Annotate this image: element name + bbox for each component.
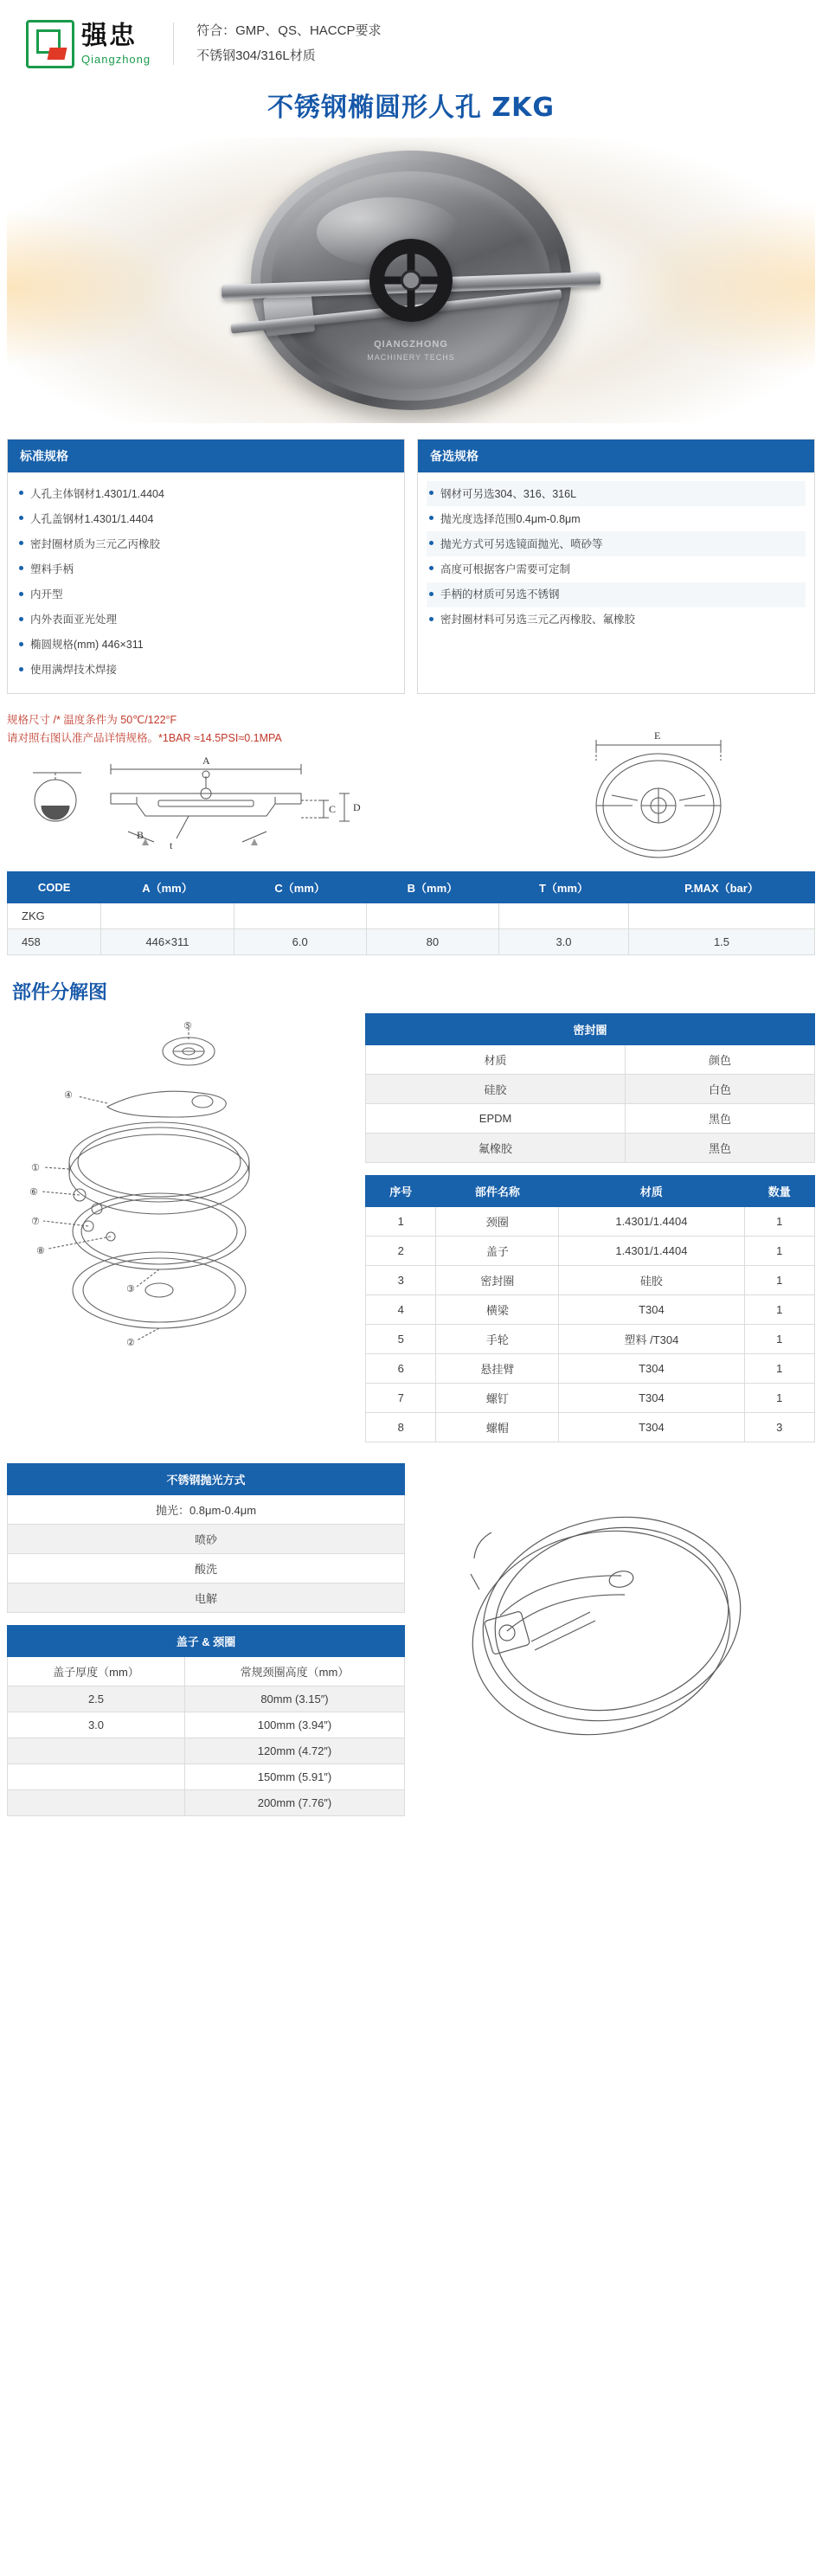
table-subheader-row bbox=[8, 1656, 405, 1686]
cover-neck-table bbox=[7, 1625, 405, 1816]
cell-material: T304 bbox=[559, 1383, 744, 1412]
cell-thickness bbox=[8, 1763, 185, 1789]
cell-pmax bbox=[628, 903, 814, 928]
watermark-line-1: QIANGZHONG bbox=[374, 339, 448, 350]
parts-list-table bbox=[365, 1175, 815, 1442]
cell-polish: 抛光：0.8μm-0.4μm bbox=[8, 1494, 405, 1524]
assembly-line-drawing bbox=[417, 1463, 815, 1757]
exploded-diagram-svg bbox=[7, 1013, 353, 1359]
cell-neck-height: 200mm (7.76″) bbox=[184, 1789, 404, 1815]
list-item: 人孔盖钢材1.4301/1.4404 bbox=[16, 506, 395, 531]
list-item: 密封圈材质为三元乙丙橡胶 bbox=[16, 531, 395, 556]
cell-index: 3 bbox=[366, 1265, 436, 1294]
logo-mark-icon bbox=[26, 20, 74, 68]
cell-qty: 1 bbox=[744, 1324, 814, 1353]
cell-pmax: 1.5 bbox=[628, 928, 814, 954]
col-code: CODE bbox=[8, 871, 101, 903]
exploded-diagram bbox=[7, 1013, 353, 1359]
cell-qty: 3 bbox=[744, 1412, 814, 1442]
cell-qty: 1 bbox=[744, 1265, 814, 1294]
watermark-line-2: MACHINERY TECHS bbox=[367, 352, 455, 362]
cell-material: 氟橡胶 bbox=[366, 1133, 626, 1162]
cell-material: 1.4301/1.4404 bbox=[559, 1206, 744, 1236]
list-item: 内外表面亚光处理 bbox=[16, 607, 395, 633]
cover-table-title: 盖子 & 颈圈 bbox=[8, 1625, 405, 1656]
brand-logo bbox=[26, 20, 151, 68]
section-drawing-svg bbox=[7, 752, 388, 864]
optional-spec-heading: 备选规格 bbox=[418, 440, 814, 472]
cell-name: 密封圈 bbox=[436, 1265, 559, 1294]
list-item: 塑料手柄 bbox=[16, 556, 395, 581]
table-header-row bbox=[8, 1625, 405, 1656]
cell-name: 悬挂臂 bbox=[436, 1353, 559, 1383]
cell-name: 螺帽 bbox=[436, 1412, 559, 1442]
cell-name: 横梁 bbox=[436, 1294, 559, 1324]
parts-col-name: 部件名称 bbox=[436, 1175, 559, 1206]
dimension-right bbox=[502, 711, 815, 864]
table-header-row bbox=[8, 871, 815, 903]
exploded-section-title: 部件分解图 bbox=[12, 981, 108, 1004]
list-item: 高度可根据客户需要可定制 bbox=[427, 556, 806, 581]
col-a: A（mm） bbox=[101, 871, 234, 903]
table-row bbox=[8, 1686, 405, 1712]
page-header bbox=[0, 0, 822, 80]
bottom-tables bbox=[7, 1463, 405, 1816]
table-row bbox=[8, 1494, 405, 1524]
cell-index: 1 bbox=[366, 1206, 436, 1236]
col-t: T（mm） bbox=[499, 871, 629, 903]
header-divider bbox=[173, 22, 174, 65]
cell-code: ZKG bbox=[8, 903, 101, 928]
cell-neck-height: 120mm (4.72″) bbox=[184, 1738, 404, 1763]
cell-color: 白色 bbox=[626, 1074, 815, 1103]
standard-spec-heading: 标准规格 bbox=[8, 440, 404, 472]
svg-text:⑤: ⑤ bbox=[183, 1019, 192, 1031]
cell-material: EPDM bbox=[366, 1103, 626, 1133]
dimension-drawing-section bbox=[7, 711, 815, 864]
cell-material: 塑料 /T304 bbox=[559, 1324, 744, 1353]
cover-col-thickness: 盖子厚度（mm） bbox=[8, 1656, 185, 1686]
table-row bbox=[366, 1324, 815, 1353]
bottom-section bbox=[7, 1463, 815, 1816]
cell-index: 4 bbox=[366, 1294, 436, 1324]
cell-name: 颈圈 bbox=[436, 1206, 559, 1236]
cell-c: 6.0 bbox=[234, 928, 366, 954]
cell-material: 硅胶 bbox=[559, 1265, 744, 1294]
cell-material: T304 bbox=[559, 1353, 744, 1383]
cell-thickness: 2.5 bbox=[8, 1686, 185, 1712]
table-header-row bbox=[8, 1463, 405, 1494]
cell-name: 手轮 bbox=[436, 1324, 559, 1353]
table-row bbox=[8, 1524, 405, 1553]
table-row bbox=[366, 1353, 815, 1383]
cell-neck-height: 80mm (3.15″) bbox=[184, 1686, 404, 1712]
cell-polish: 喷砂 bbox=[8, 1524, 405, 1553]
cell-index: 2 bbox=[366, 1236, 436, 1265]
code-table bbox=[7, 871, 815, 955]
cell-polish: 电解 bbox=[8, 1583, 405, 1612]
header-line-2: 不锈钢304/316L材质 bbox=[196, 48, 316, 63]
list-item: 椭圆规格(mm) 446×311 bbox=[16, 633, 395, 658]
assembly-drawing-svg bbox=[417, 1463, 780, 1749]
cover-col-neck-height: 常规颈圈高度（mm） bbox=[184, 1656, 404, 1686]
table-row bbox=[8, 1712, 405, 1738]
cell-index: 5 bbox=[366, 1324, 436, 1353]
cell-material: 硅胶 bbox=[366, 1074, 626, 1103]
list-item: 钢材可另选304、316、316L bbox=[427, 481, 806, 506]
cell-index: 8 bbox=[366, 1412, 436, 1442]
dimension-note bbox=[7, 711, 493, 748]
svg-text:④: ④ bbox=[64, 1089, 73, 1101]
hero-product-image bbox=[7, 138, 815, 423]
svg-text:A: A bbox=[202, 754, 210, 767]
dimension-left bbox=[7, 711, 493, 864]
code-dimension-table bbox=[7, 871, 815, 955]
table-row bbox=[366, 1074, 815, 1103]
cell-qty: 1 bbox=[744, 1353, 814, 1383]
svg-text:⑦: ⑦ bbox=[31, 1215, 40, 1227]
exploded-tables bbox=[365, 1013, 815, 1442]
cell-name: 螺钉 bbox=[436, 1383, 559, 1412]
table-row bbox=[366, 1265, 815, 1294]
table-row bbox=[366, 1294, 815, 1324]
cell-index: 6 bbox=[366, 1353, 436, 1383]
svg-text:①: ① bbox=[31, 1161, 40, 1173]
table-header-row bbox=[366, 1013, 815, 1044]
standard-spec-list bbox=[16, 481, 395, 683]
cell-color: 黑色 bbox=[626, 1133, 815, 1162]
hero-glow-right bbox=[616, 201, 815, 372]
cell-thickness: 3.0 bbox=[8, 1712, 185, 1738]
table-row bbox=[366, 1412, 815, 1442]
optional-spec-body bbox=[418, 472, 814, 643]
cell-thickness bbox=[8, 1738, 185, 1763]
svg-text:B: B bbox=[137, 828, 144, 841]
parts-col-qty: 数量 bbox=[744, 1175, 814, 1206]
table-row bbox=[366, 1236, 815, 1265]
seal-table-title: 密封圈 bbox=[366, 1013, 815, 1044]
specification-columns bbox=[7, 439, 815, 694]
table-row bbox=[8, 1738, 405, 1763]
front-view-svg bbox=[529, 726, 788, 864]
cell-neck-height: 150mm (5.91″) bbox=[184, 1763, 404, 1789]
list-item: 人孔主体钢材1.4301/1.4404 bbox=[16, 481, 395, 506]
list-item: 内开型 bbox=[16, 582, 395, 607]
svg-text:②: ② bbox=[126, 1336, 135, 1348]
parts-col-material: 材质 bbox=[559, 1175, 744, 1206]
dimension-note-line-1: 规格尺寸 /* 温度条件为 50℃/122°F bbox=[7, 714, 177, 726]
cell-a bbox=[101, 903, 234, 928]
parts-col-index: 序号 bbox=[366, 1175, 436, 1206]
list-item: 使用满焊技术焊接 bbox=[16, 658, 395, 683]
list-item: 密封圈材料可另选三元乙丙橡胶、氟橡胶 bbox=[427, 607, 806, 633]
cell-code: 458 bbox=[8, 928, 101, 954]
svg-text:⑧: ⑧ bbox=[36, 1244, 45, 1256]
cell-t: 3.0 bbox=[499, 928, 629, 954]
polish-method-table bbox=[7, 1463, 405, 1613]
handwheel-hub bbox=[401, 270, 421, 291]
cell-a: 446×311 bbox=[101, 928, 234, 954]
cell-name: 盖子 bbox=[436, 1236, 559, 1265]
table-row bbox=[8, 1763, 405, 1789]
svg-text:E: E bbox=[653, 729, 661, 742]
col-c: C（mm） bbox=[234, 871, 366, 903]
col-b: B（mm） bbox=[366, 871, 498, 903]
page-title: 不锈钢椭圆形人孔 ZKG bbox=[267, 93, 555, 123]
seal-col-material: 材质 bbox=[366, 1044, 626, 1074]
svg-text:D: D bbox=[353, 800, 361, 813]
hero-glow-left bbox=[7, 209, 180, 367]
cell-neck-height: 100mm (3.94″) bbox=[184, 1712, 404, 1738]
manway-bracket bbox=[263, 293, 315, 337]
table-gap bbox=[7, 1613, 405, 1625]
logo-chinese-name: 强忠 bbox=[81, 20, 137, 51]
list-item: 抛光方式可另选镜面抛光、喷砂等 bbox=[427, 531, 806, 556]
cell-material: 1.4301/1.4404 bbox=[559, 1236, 744, 1265]
manway-illustration bbox=[251, 151, 571, 410]
page-bottom-spacer bbox=[0, 1839, 822, 1873]
svg-text:t: t bbox=[170, 838, 173, 851]
dimension-note-line-2: 请对照右图认准产品详情规格。*1BAR ≈14.5PSI≈0.1MPA bbox=[7, 732, 282, 745]
table-row bbox=[8, 1583, 405, 1612]
header-compliance-text bbox=[196, 19, 381, 68]
cell-material: T304 bbox=[559, 1412, 744, 1442]
hero-watermark bbox=[367, 337, 455, 363]
optional-spec-panel bbox=[417, 439, 815, 694]
table-row bbox=[8, 903, 815, 928]
table-row bbox=[8, 928, 815, 954]
table-row bbox=[366, 1103, 815, 1133]
optional-spec-list bbox=[427, 481, 806, 633]
table-row bbox=[8, 1789, 405, 1815]
logo-english-name: Qiangzhong bbox=[81, 52, 151, 66]
cell-material: T304 bbox=[559, 1294, 744, 1324]
title-band bbox=[0, 80, 822, 138]
cell-qty: 1 bbox=[744, 1294, 814, 1324]
cell-b bbox=[366, 903, 498, 928]
list-item: 抛光度选择范围0.4μm-0.8μm bbox=[427, 506, 806, 531]
cell-qty: 1 bbox=[744, 1206, 814, 1236]
standard-spec-panel bbox=[7, 439, 405, 694]
table-subheader-row bbox=[366, 1044, 815, 1074]
table-gap bbox=[365, 1163, 815, 1175]
cell-t bbox=[499, 903, 629, 928]
cell-polish: 酸洗 bbox=[8, 1553, 405, 1583]
header-line-1: 符合：GMP、QS、HACCP要求 bbox=[196, 23, 382, 38]
exploded-section bbox=[7, 1013, 815, 1442]
cell-qty: 1 bbox=[744, 1236, 814, 1265]
cell-b: 80 bbox=[366, 928, 498, 954]
seal-ring-table bbox=[365, 1013, 815, 1163]
table-row bbox=[8, 1553, 405, 1583]
table-row bbox=[366, 1133, 815, 1162]
svg-text:⑥: ⑥ bbox=[29, 1185, 38, 1198]
svg-text:C: C bbox=[329, 802, 337, 815]
cell-c bbox=[234, 903, 366, 928]
table-row bbox=[366, 1383, 815, 1412]
front-view-drawing bbox=[529, 726, 788, 864]
cell-color: 黑色 bbox=[626, 1103, 815, 1133]
list-item: 手柄的材质可另选不锈钢 bbox=[427, 582, 806, 607]
standard-spec-body bbox=[8, 472, 404, 693]
svg-text:③: ③ bbox=[126, 1282, 135, 1294]
cell-thickness bbox=[8, 1789, 185, 1815]
seal-col-color: 颜色 bbox=[626, 1044, 815, 1074]
cell-qty: 1 bbox=[744, 1383, 814, 1412]
technical-drawings bbox=[7, 752, 493, 864]
cell-index: 7 bbox=[366, 1383, 436, 1412]
table-row bbox=[366, 1206, 815, 1236]
polish-table-title: 不锈钢抛光方式 bbox=[8, 1463, 405, 1494]
col-pmax: P.MAX（bar） bbox=[628, 871, 814, 903]
logo-text bbox=[81, 20, 151, 66]
table-header-row bbox=[366, 1175, 815, 1206]
section-drawing bbox=[7, 752, 388, 864]
